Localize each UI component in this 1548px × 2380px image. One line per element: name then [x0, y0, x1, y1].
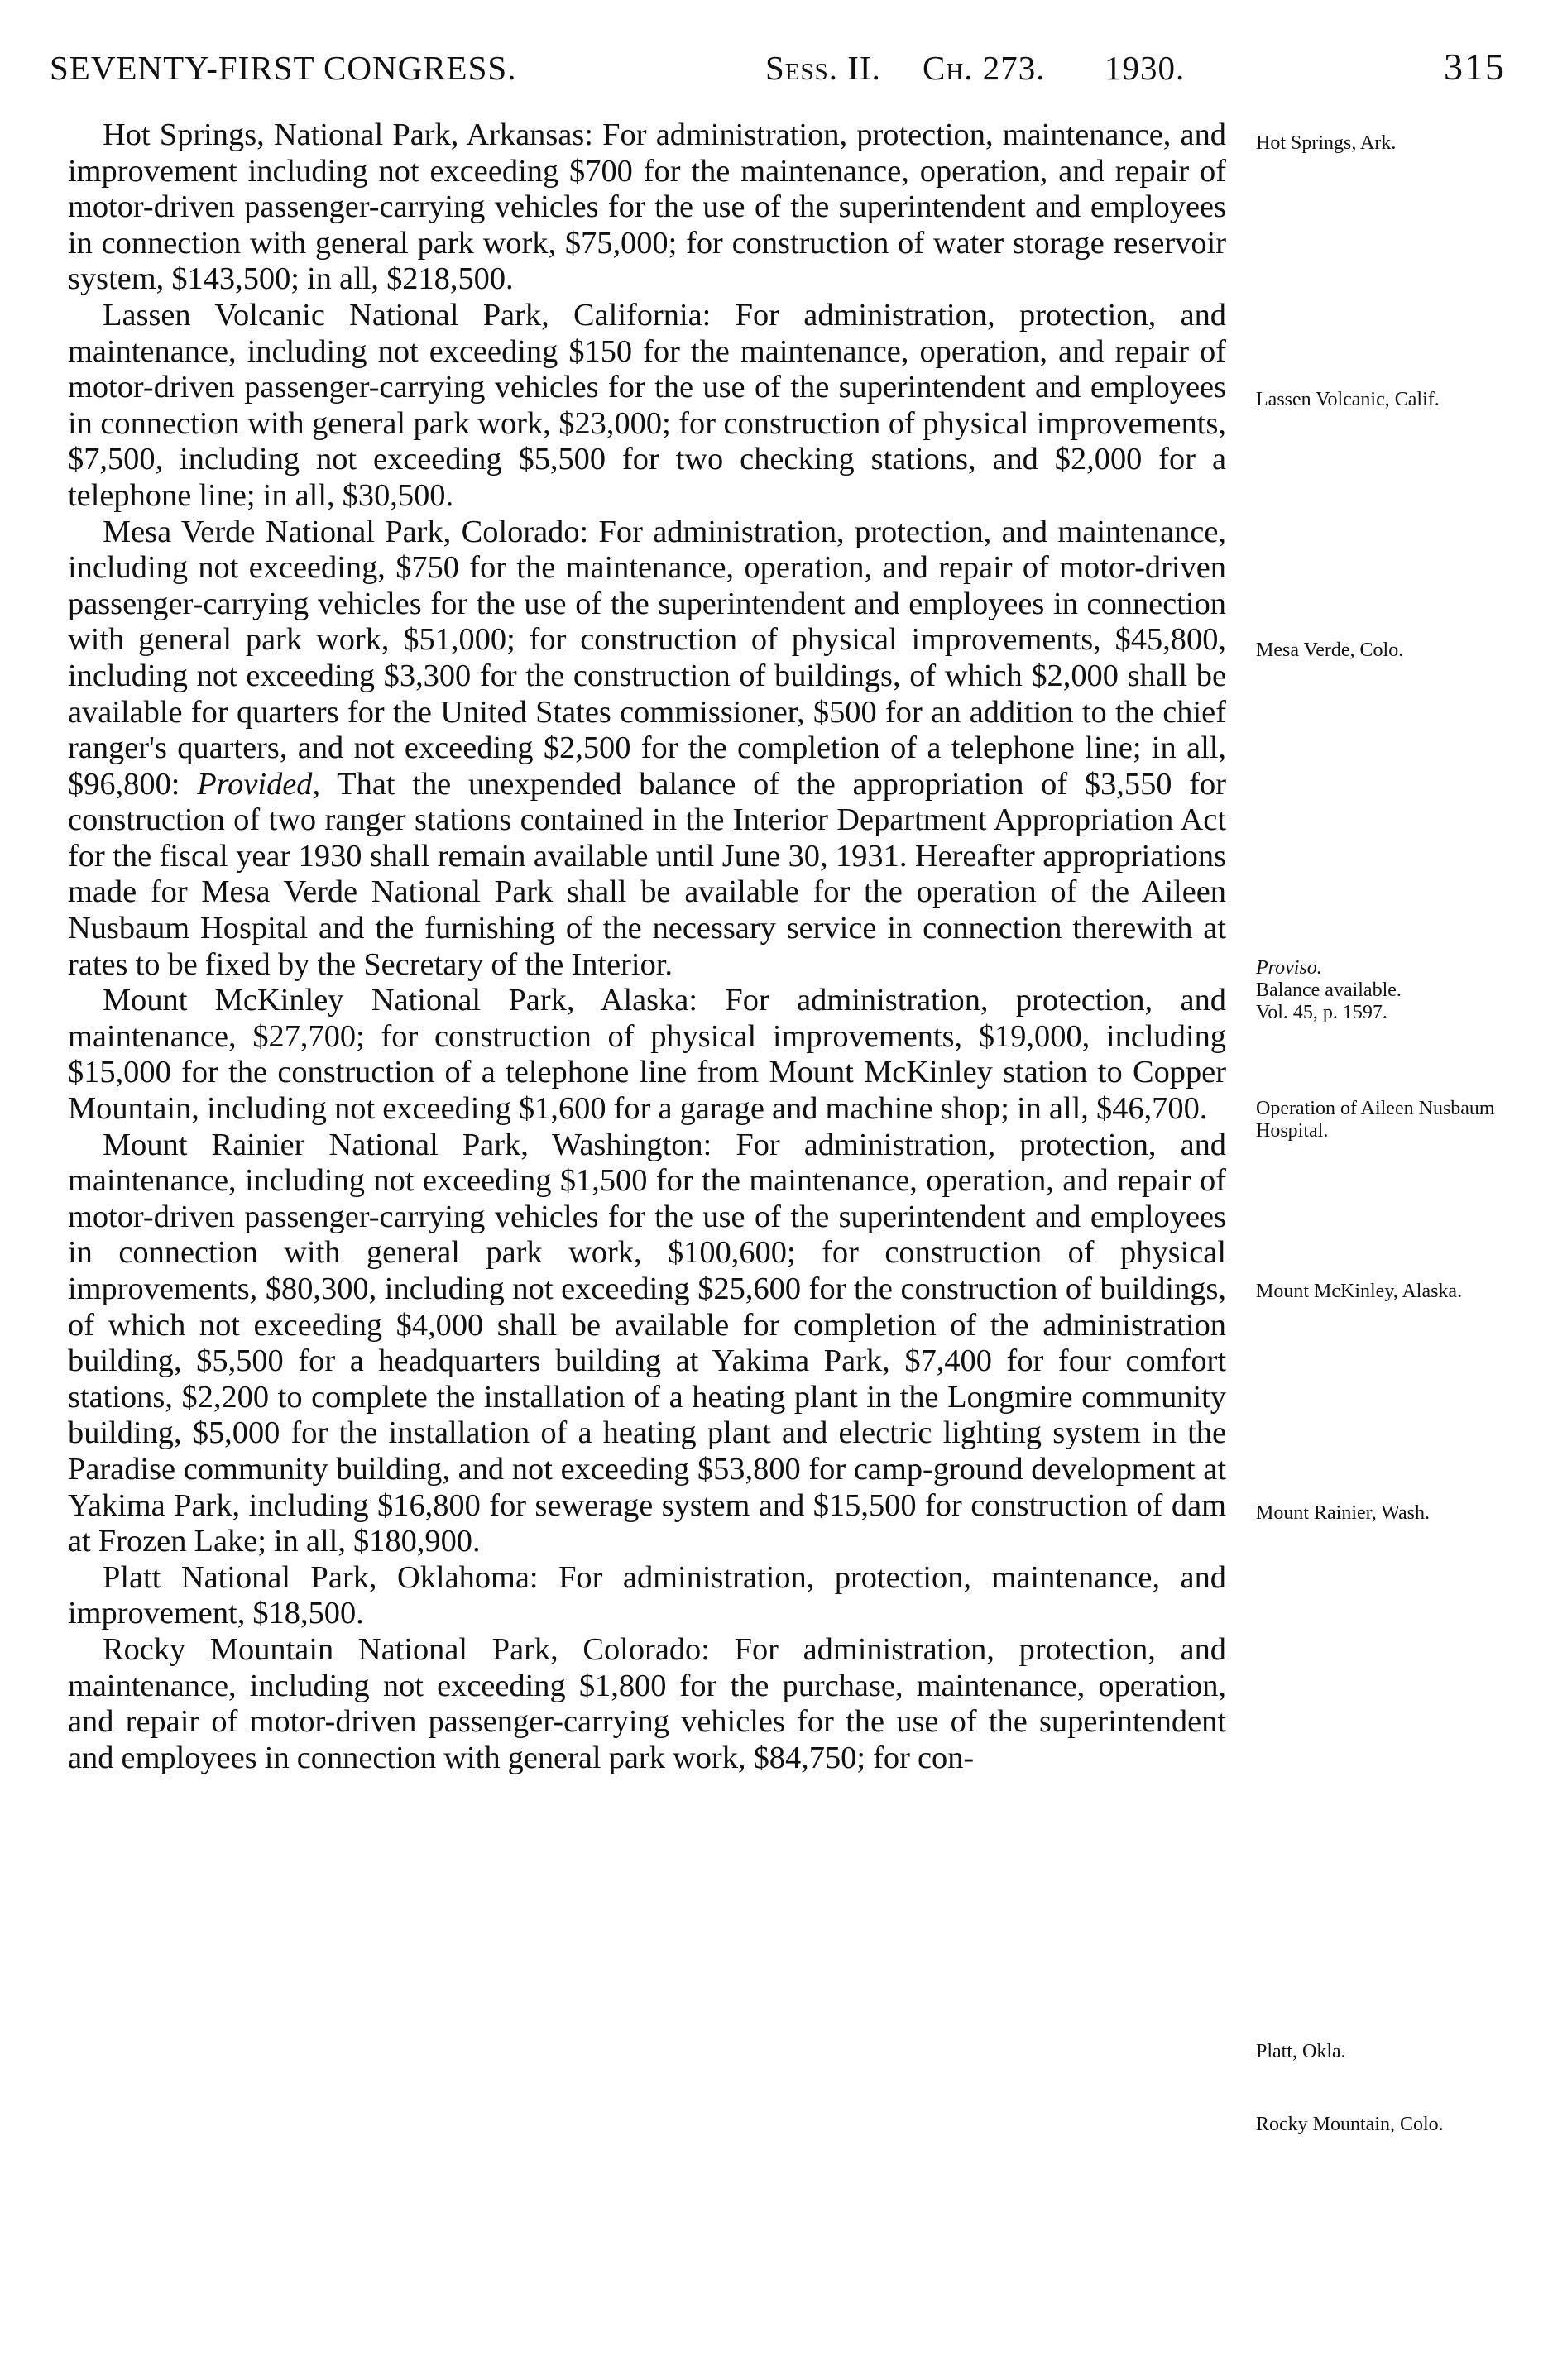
mesa-verde-text: Mesa Verde National Park, Colorado: For administration, protection, and maintenance, including not exceeding, $750 for the maintenance, operation, and repair of motor-driven passenger-carrying vehicles for the use of the superintendent and employees in connection with general park work, $51,000; for construction of physical improvements, $45,800, including not exceeding $3,300 for the construction of buildings, of which $2,000 shall be available for quarters for the United States commissioner, $500 for an addition to the chief ranger's quarters, and not exceeding $2,500 for the completion of a telephone line; in all, $96,800:: [68, 514, 1226, 802]
page-number: 315: [1444, 45, 1506, 88]
year-label: 1930.: [1105, 49, 1186, 87]
margin-note-mesa-verde: Mesa Verde, Colo.: [1256, 639, 1404, 661]
margin-note-mckinley: Mount McKinley, Alaska.: [1256, 1281, 1463, 1302]
paragraph-hot-springs: Hot Springs, National Park, Arkansas: For administration, protection, maintenance, and improvement including not exceeding $700 for the maintenance, operation, and repair of motor-driven passenger-carrying vehicles for the use of the superintendent and employees in connection with general park work, $75,000; for construction of water storage reservoir system, $143,500; in all, $218,500.: [68, 117, 1226, 297]
balance-available-label: Balance available.: [1256, 979, 1402, 1001]
margin-note-rocky: Rocky Mountain, Colo.: [1256, 2114, 1444, 2135]
congress-title: SEVENTY-FIRST CONGRESS.: [50, 49, 517, 87]
paragraph-mesa-verde: [68, 515, 1226, 984]
margin-note-hospital: Operation of Aileen Nusbaum Hospital.: [1256, 1098, 1495, 1142]
margin-note-rainier: Mount Rainier, Wash.: [1256, 1502, 1430, 1524]
main-text: [68, 117, 1226, 1776]
paragraph-mount-rainier: Mount Rainier National Park, Washington: For administration, protection, and maintenance, including not exceeding $1,500 for the maintenance, operation, and repair of motor-driven passenger-carrying vehicles for the use of the superintendent and employees in connection with general park work, $100,600; for construction of physical improvements, $80,300, including not exceeding $25,600 for the construction of buildings, of which not exceeding $4,000 shall be available for completion of the administration building, $5,500 for a headquarters building at Yakima Park, $7,400 for four comfort stations, $2,200 to complete the installation of a heating plant in the Longmire community building, $5,000 for the installation of a heating plant and electric lighting system in the Paradise community building, and not exceeding $53,800 for camp-ground development at Yakima Park, including $16,800 for sewerage system and $15,500 for construction of dam at Frozen Lake; in all, $180,900.: [68, 1127, 1226, 1559]
paragraph-platt: Platt National Park, Oklahoma: For administration, protection, maintenance, and improvement, $18,500.: [68, 1559, 1226, 1631]
margin-note-platt: Platt, Okla.: [1256, 2041, 1346, 2062]
proviso-text: That the unexpended balance of the appropriation of $3,550 for construction of two ranger stations contained in the Interior Department Appropriation Act for the fiscal year 1930 shall remain available until June 30, 1931. Hereafter appropriations made for Mesa Verde National Park shall be available for the operation of the Aileen Nusbaum Hospital and the furnishing of the necessary service in connection therewith at rates to be fixed by the Secretary of the Interior.: [68, 766, 1226, 982]
running-header: [50, 45, 1506, 98]
margin-note-proviso: [1256, 957, 1504, 1024]
session-label: Sess. II.: [765, 49, 881, 87]
paragraph-lassen-volcanic: Lassen Volcanic National Park, California: For administration, protection, and maintenance, including not exceeding $150 for the maintenance, operation, and repair of motor-driven passenger-carrying vehicles for the use of the superintendent and employees in connection with general park work, $23,000; for construction of physical improvements, $7,500, including not exceeding $5,500 for two checking stations, and $2,000 for a telephone line; in all, $30,500.: [68, 297, 1226, 513]
proviso-label: Provided,: [197, 766, 321, 802]
volume-reference: Vol. 45, p. 1597.: [1256, 1002, 1387, 1023]
margin-note-lassen: Lassen Volcanic, Calif.: [1256, 389, 1440, 410]
paragraph-mount-mckinley: Mount McKinley National Park, Alaska: For administration, protection, and maintenance, $27,700; for construction of physical improvements, $19,000, including $15,000 for the construction of a telephone line from Mount McKinley station to Copper Mountain, including not exceeding $1,600 for a garage and machine shop; in all, $46,700.: [68, 983, 1226, 1127]
margin-note-hot-springs: Hot Springs, Ark.: [1256, 132, 1397, 154]
chapter-label: Ch. 273.: [923, 49, 1046, 87]
paragraph-rocky-mountain: Rocky Mountain National Park, Colorado: For administration, protection, and maintenance, including not exceeding $1,800 for the purchase, maintenance, operation, and repair of motor-driven passenger-carrying vehicles for the use of the superintendent and employees in connection with general park work, $84,750; for con-: [68, 1631, 1226, 1775]
proviso-side-label: Proviso.: [1256, 957, 1322, 979]
